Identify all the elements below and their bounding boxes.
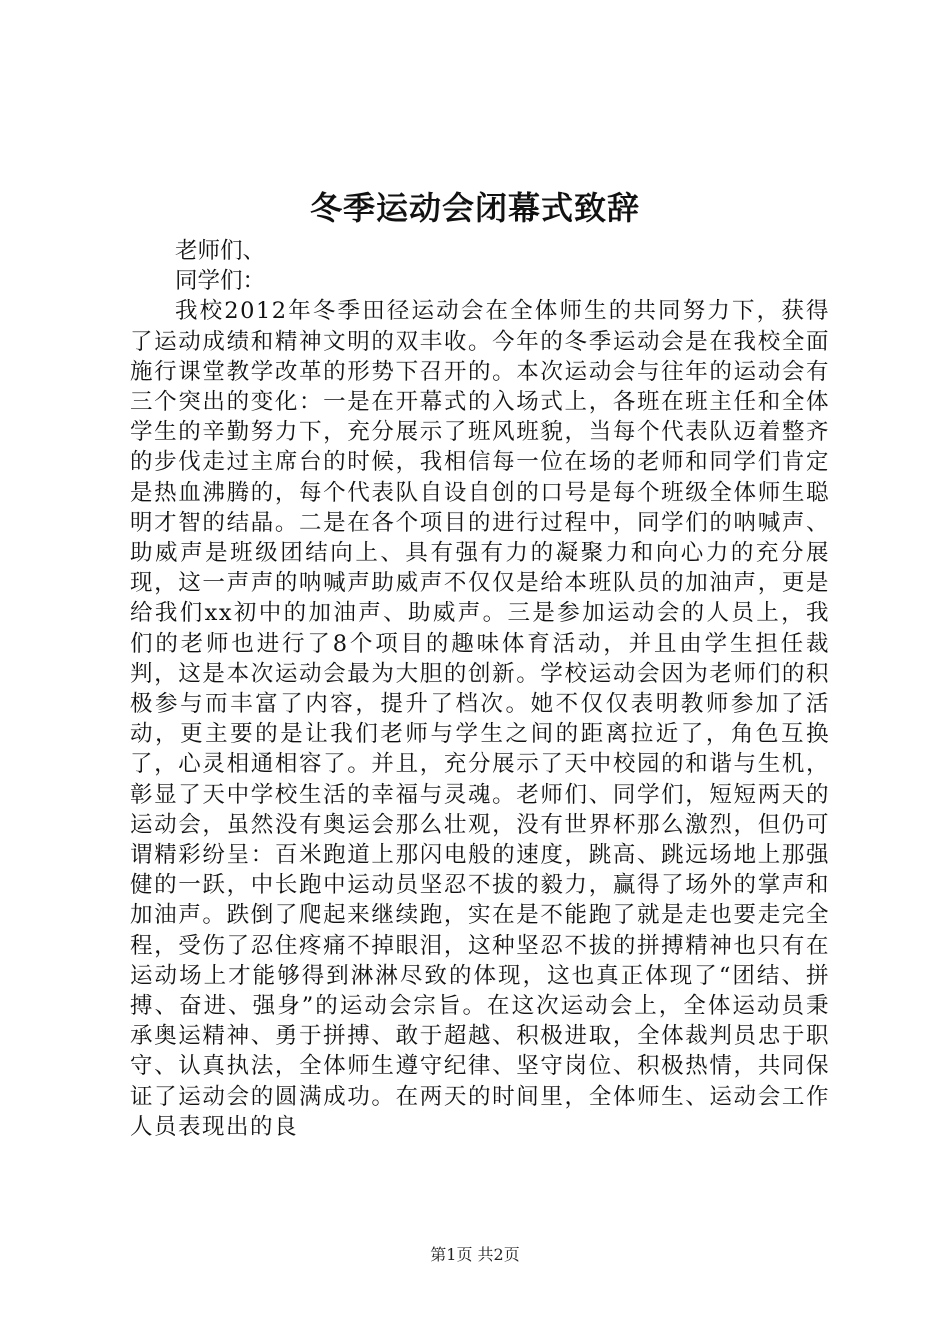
page-footer: 第1页 共2页 xyxy=(430,1245,520,1264)
salutation-students: 同学们： xyxy=(175,268,266,295)
document-body xyxy=(130,236,830,1142)
body-paragraph: 我校2012年冬季田径运动会在全体师生的共同努力下，获得了运动成绩和精神文明的双丰收。今年的冬季运动会是在我校全面施行课堂教学改革的形势下召开的。本次运动会与往年的运动会有三个突出的变化：一是在开幕式的入场式上，各班在班主任和全体学生的辛勤努力下，充分展示了班风班貌，当每个代表队迈着整齐的步伐走过主席台的时候，我相信每一位在场的老师和同学们肯定是热血沸腾的，每个代表队自设自创的口号是每个班级全体师生聪明才智的结晶。二是在各个项目的进行过程中，同学们的呐喊声、助威声是班级团结向上、具有强有力的凝聚力和向心力的充分展现，这一声声的呐喊声助威声不仅仅是给本班队员的加油声，更是给我们xx初中的加油声、助威声。三是参加运动会的人员上，我们的老师也进行了8个项目的趣味体育活动，并且由学生担任裁判，这是本次运动会最为大胆的创新。学校运动会因为老师们的积极参与而丰富了内容，提升了档次。她不仅仅表明教师参加了活动，更主要的是让我们老师与学生之间的距离拉近了，角色互换了，心灵相通相容了。并且，充分展示了天中校园的和谐与生机，彰显了天中学校生活的幸福与灵魂。老师们、同学们，短短两天的运动会，虽然没有奥运会那么壮观，没有世界杯那么激烈，但仍可谓精彩纷呈：百米跑道上那闪电般的速度，跳高、跳远场地上那强健的一跃，中长跑中运动员坚忍不拔的毅力，赢得了场外的掌声和加油声。跌倒了爬起来继续跑，实在是不能跑了就是走也要走完全程，受伤了忍住疼痛不掉眼泪，这种坚忍不拔的拼搏精神也只有在运动场上才能够得到淋淋尽致的体现，这也真正体现了“团结、拼搏、奋进、强身”的运动会宗旨。在这次运动会上，全体运动员秉承奥运精神、勇于拼搏、敢于超越、积极进取，全体裁判员忠于职守、认真执法，全体师生遵守纪律、坚守岗位、积极热情，共同保证了运动会的圆满成功。在两天的时间里，全体师生、运动会工作人员表现出的良 xyxy=(130,298,830,1140)
salutation-teachers: 老师们、 xyxy=(175,238,266,264)
page-title: 冬季运动会闭幕式致辞 xyxy=(309,189,640,227)
